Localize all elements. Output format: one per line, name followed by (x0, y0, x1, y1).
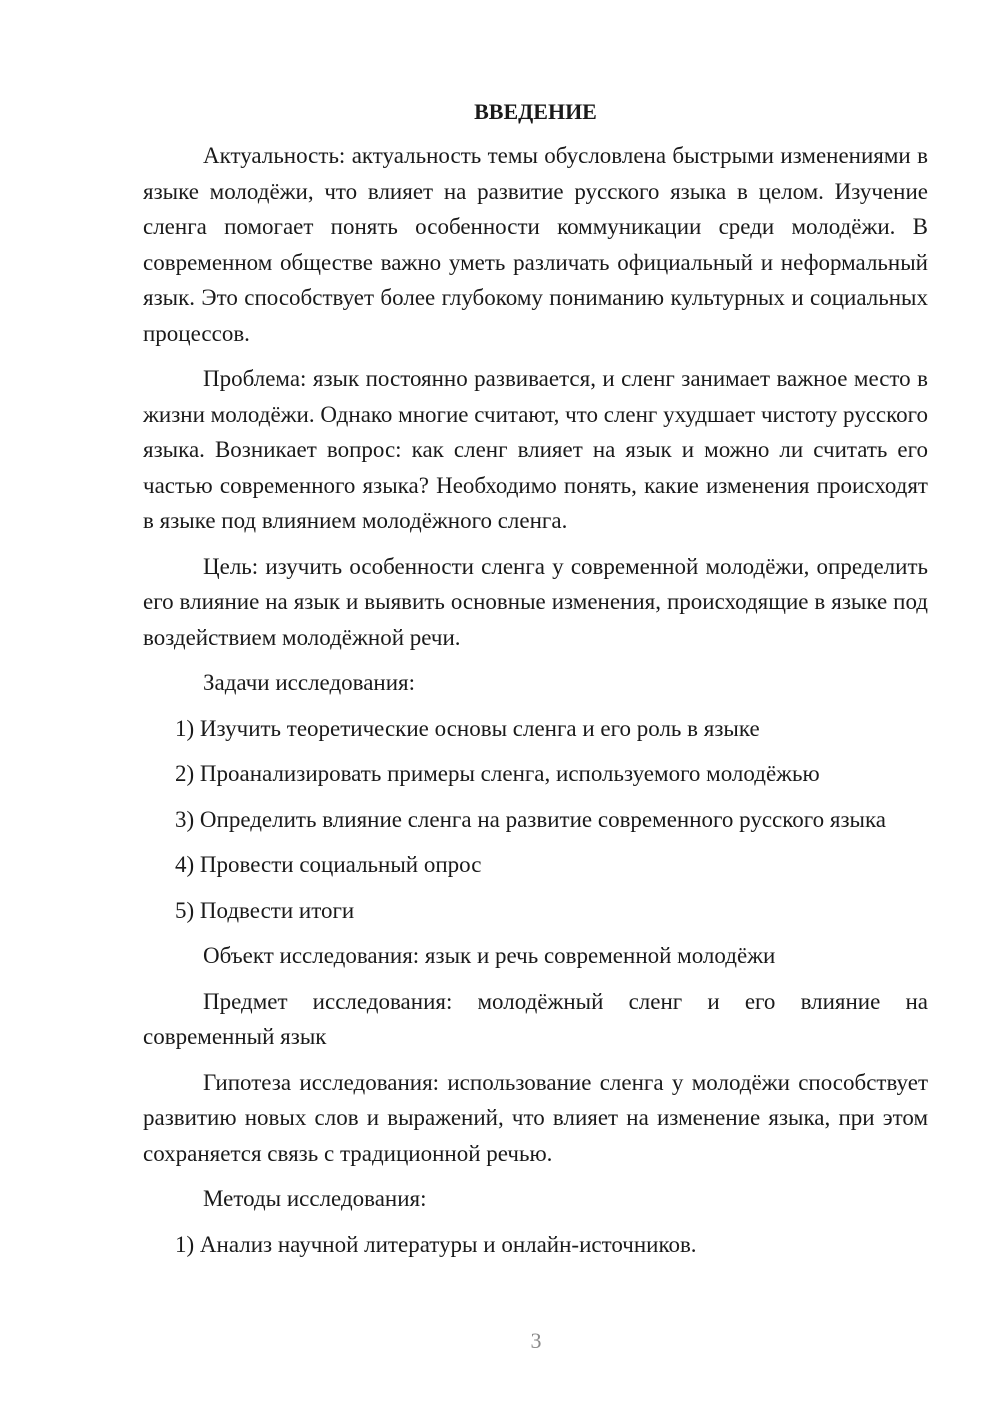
goal-paragraph: Цель: изучить особенности сленга у современной молодёжи, определить его влияние на язык и выявить основные изменения, происходящие в языке под воздействием молодёжной речи. (143, 553, 928, 650)
object-paragraph: Объект исследования: язык и речь современной молодёжи (203, 943, 776, 968)
task-item-4: 4) Провести социальный опрос (175, 852, 482, 877)
hypothesis-paragraph: Гипотеза исследования: использование сленга у молодёжи способствует развитию новых слов и выражений, что влияет на изменение языка, при этом сохраняется связь с традиционной речью. (143, 1069, 928, 1166)
task-item-1: 1) Изучить теоретические основы сленга и его роль в языке (175, 715, 760, 741)
tasks-heading: Задачи исследования: (203, 670, 416, 695)
task-item-5: 5) Подвести итоги (175, 897, 355, 923)
page-number: 3 (530, 1328, 542, 1353)
problem-paragraph: Проблема: язык постоянно развивается, и сленг занимает важное место в жизни молодёжи. Однако многие считают, что сленг ухудшает чистоту русского языка. Возникает вопрос: как сленг влияет на язык и можно ли считать его частью современного языка? Необходимо понять, какие изменения происходят в языке под влиянием молодёжного сленга. (143, 366, 928, 533)
methods-heading: Методы исследования: (203, 1186, 427, 1211)
page-content (143, 92, 928, 1272)
task-item-2: 2) Проанализировать примеры сленга, используемого молодёжью (175, 761, 820, 786)
task-item-3: 3) Определить влияние сленга на развитие современного русского языка (175, 806, 887, 832)
subject-paragraph: Предмет исследования: молодёжный сленг и его влияние на современный язык (143, 988, 928, 1049)
section-title: ВВЕДЕНИЕ (474, 99, 597, 124)
relevance-paragraph: Актуальность: актуальность темы обусловлена быстрыми изменениями в языке молодёжи, что влияет на развитие русского языка в целом. Изучение сленга помогает понять особенности коммуникации среди молодёжи. В современном обществе важно уметь различать официальный и неформальный язык. Это способствует более глубокому пониманию культурных и социальных процессов. (143, 143, 928, 346)
method-item-1: 1) Анализ научной литературы и онлайн-источников. (175, 1231, 697, 1257)
